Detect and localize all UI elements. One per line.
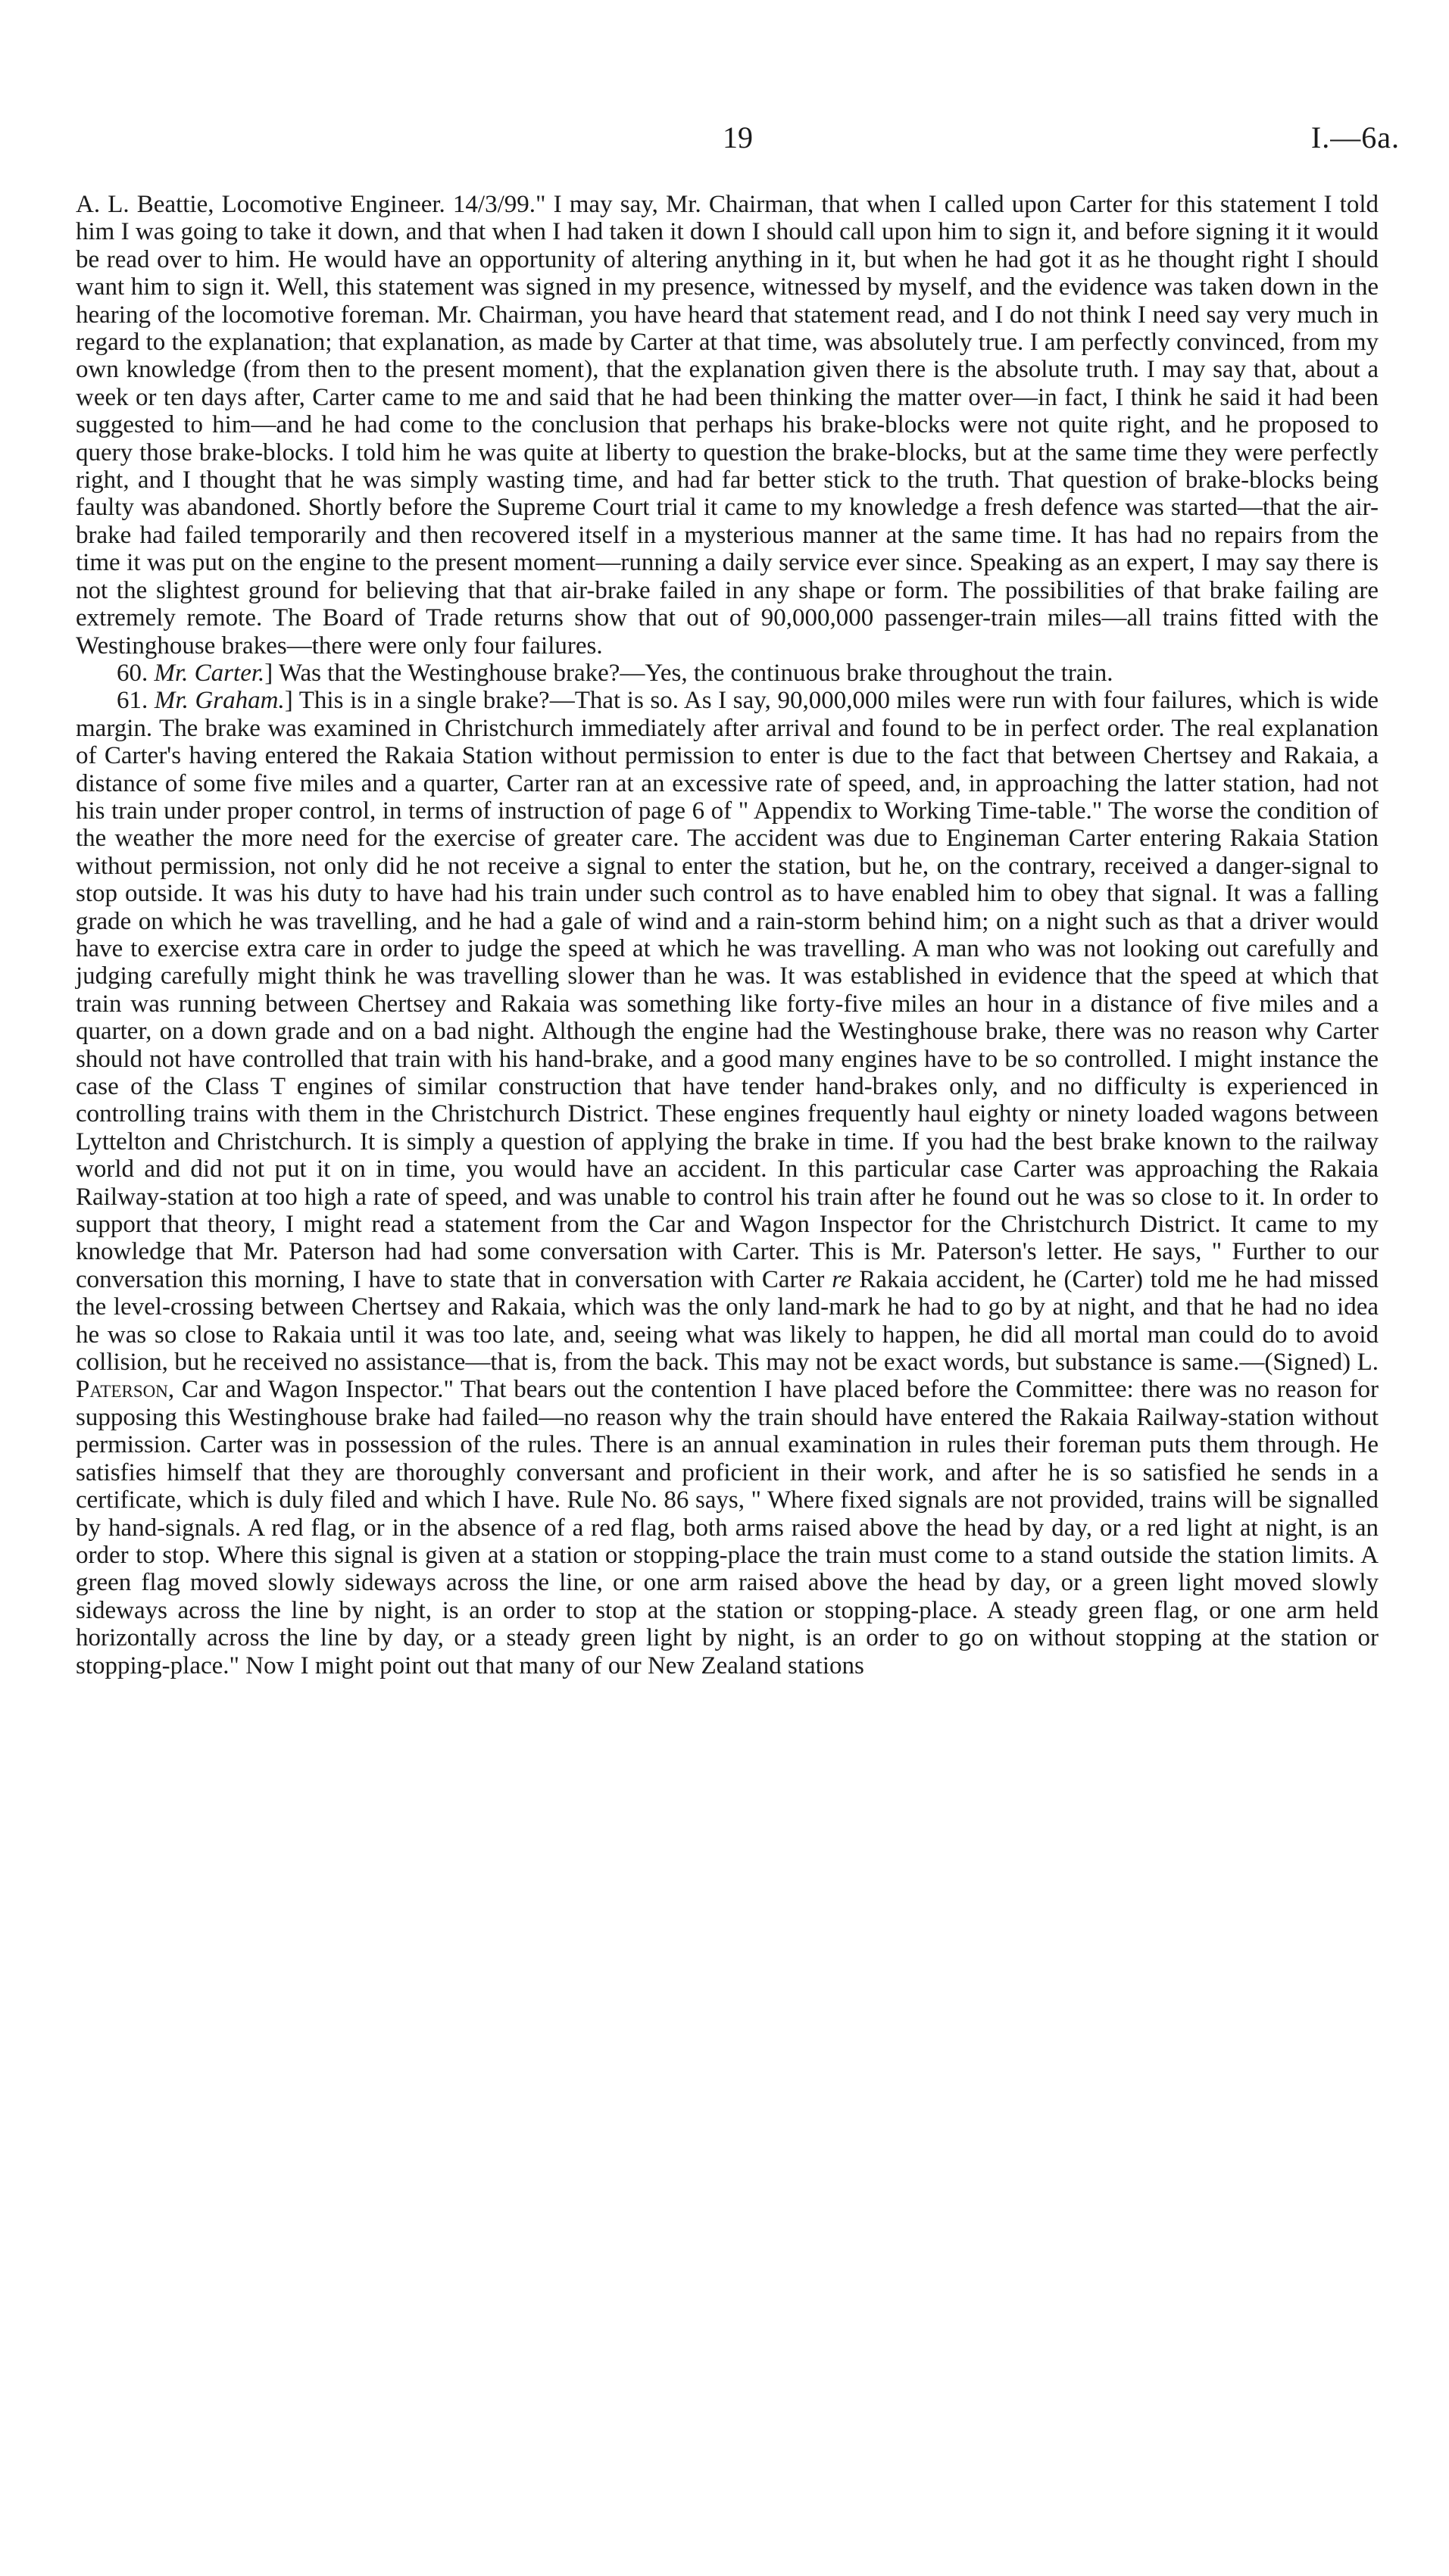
speaker-bracket: ] (284, 687, 293, 715)
speaker-name: Mr. Graham. (154, 687, 285, 715)
question-number: 61. (117, 687, 148, 715)
paragraph-text: Rakaia accident, he (Carter) told me he had missed the level-crossing between Chertsey and Rakaia, which was the only land-mark he had to go by at night, and that he had no idea he was so close to Rakaia until it was too late, and, seeing what was likely to happen, he did all mortal man could do to avoid collision, but he received no assistance—that is, from the back. This may not be exact words, but substance is same.—(Signed) L. (76, 1265, 1379, 1377)
latin-term: re (832, 1265, 852, 1293)
body-text (76, 191, 1379, 1679)
speaker-name: Mr. Carter. (154, 659, 265, 687)
paragraph-text: , Car and Wagon Inspector." That bears out the contention I have placed before the Committee: there was no reason for supposing this Westinghouse brake had failed—no reason why the train should have entered the Rakaia Railway-station without permission. Carter was in possession of the rules. There is an annual examination in rules their foreman puts them through. He satisfies himself that they are thoroughly conversant and proficient in their work, and after he is so satisfied he sends in a certificate, which is duly filed and which I have. Rule No. 86 says, " Where fixed signals are not provided, trains will be signalled by hand-signals. A red flag, or in the absence of a red flag, both arms raised above the head by day, or a red light at night, is an order to stop. Where this signal is given at a station or stopping-place the train must come to a stand outside the station limits. A green flag moved slowly sideways across the line, or one arm raised above the head by day, or a green light moved slowly sideways across the line by night, is an order to stop at the station or stopping-place. A steady green flag, or one arm held horizontally across the line by day, or a steady green light by night, is an order to go on without stopping at the station or stopping-place." Now I might point out that many of our New Zealand stations (76, 1376, 1379, 1679)
document-reference: I.—6a. (1310, 120, 1400, 154)
page-header (76, 115, 1400, 161)
paragraph-continuation (76, 191, 1379, 660)
question-number: 60. (117, 659, 148, 687)
speaker-bracket: ] (264, 659, 273, 687)
paragraph-text: A. L. Beattie, Locomotive Engineer. 14/3/99." I may say, Mr. Chairman, that when I called upon Carter for this statement I told him I was going to take it down, and that when I had taken it down I should call upon him to sign it, and before signing it it would be read over to him. He would have an opportunity of altering anything in it, but when he had got it as he thought right I should want him to sign it. Well, this statement was signed in my presence, witnessed by myself, and the evidence was taken down in the hearing of the locomotive foreman. Mr. Chairman, you have heard that statement read, and I do not think I need say very much in regard to the explanation; that explanation, as made by Carter at that time, was absolutely true. I am perfectly convinced, from my own knowledge (from then to the present moment), that the explanation given there is the absolute truth. I may say that, about a week or ten days after, Carter came to me and said that he had been thinking the matter over—in fact, I think he said it had been suggested to him—and he had come to the conclusion that perhaps his brake-blocks were not quite right, and he proposed to query those brake-blocks. I told him he was quite at liberty to question the brake-blocks, but at the same time they were perfectly right, and I thought that he was simply wasting time, and had far better stick to the truth. That question of brake-blocks being faulty was abandoned. Shortly before the Supreme Court trial it came to my knowledge a fresh defence was started—that the air-brake had failed temporarily and then recovered itself in a mysterious manner at the same time. It has had no repairs from the time it was put on the engine to the present moment—running a daily service ever since. Speaking as an expert, I may say there is not the slightest ground for believing that that air-brake failed in any shape or form. The possibilities of that brake failing are extremely remote. The Board of Trade returns show that out of 90,000,000 passenger-train miles—all trains fitted with the Westinghouse brakes—there were only four failures. (76, 191, 1379, 660)
paragraph-text: Was that the Westinghouse brake?—Yes, the continuous brake throughout the train. (273, 659, 1113, 687)
page-number: 19 (723, 120, 753, 154)
paragraph-question-61 (76, 687, 1379, 1679)
paragraph-text: This is in a single brake?—That is so. As I say, 90,000,000 miles were run with four failures, which is wide margin. The brake was examined in Christchurch immediately after arrival and found to be in perfect order. The real explanation of Carter's having entered the Rakaia Station without permission to enter is due to the fact that between Chertsey and Rakaia, a distance of some five miles and a quarter, Carter ran at an excessive rate of speed, and, in approaching the latter station, had not his train under proper control, in terms of instruction of page 6 of " Appendix to Working Time-table." The worse the condition of the weather the more need for the exercise of greater care. The accident was due to Engineman Carter entering Rakaia Station without permission, not only did he not receive a signal to enter the station, but he, on the contrary, received a danger-signal to stop outside. It was his duty to have had his train under such control as to have enabled him to obey that signal. It was a falling grade on which he was travelling, and he had a gale of wind and a rain-storm behind him; on a night such as that a driver would have to exercise extra care in order to judge the speed at which he was travelling. A man who was not looking out carefully and judging carefully might think he was travelling slower than he was. It was established in evidence that the speed at which that train was running between Chertsey and Rakaia was something like forty-five miles an hour in a distance of five miles and a quarter, on a down grade and on a bad night. Although the engine had the Westinghouse brake, there was no reason why Carter should not have controlled that train with his hand-brake, and a good many engines have to be so controlled. I might instance the case of the Class T engines of similar construction that have tender hand-brakes only, and no difficulty is experienced in controlling trains with them in the Christchurch District. These engines frequently haul eighty or ninety loaded wagons between Lyttelton and Christchurch. It is simply a question of applying the brake in time. If you had the best brake known to the railway world and did not put it on in time, you would have an accident. In this particular case Carter was approaching the Rakaia Railway-station at too high a rate of speed, and was unable to control his train after he found out he was so close to it. In order to support that theory, I might read a statement from the Car and Wagon Inspector for the Christchurch District. It came to my knowledge that Mr. Paterson had had some conversation with Carter. This is Mr. Paterson's letter. He says, " Further to our conversation this morning, I have to state that in conversation with Carter (76, 687, 1379, 1293)
paragraph-question-60 (76, 660, 1379, 687)
signatory-name: Paterson (76, 1376, 168, 1404)
